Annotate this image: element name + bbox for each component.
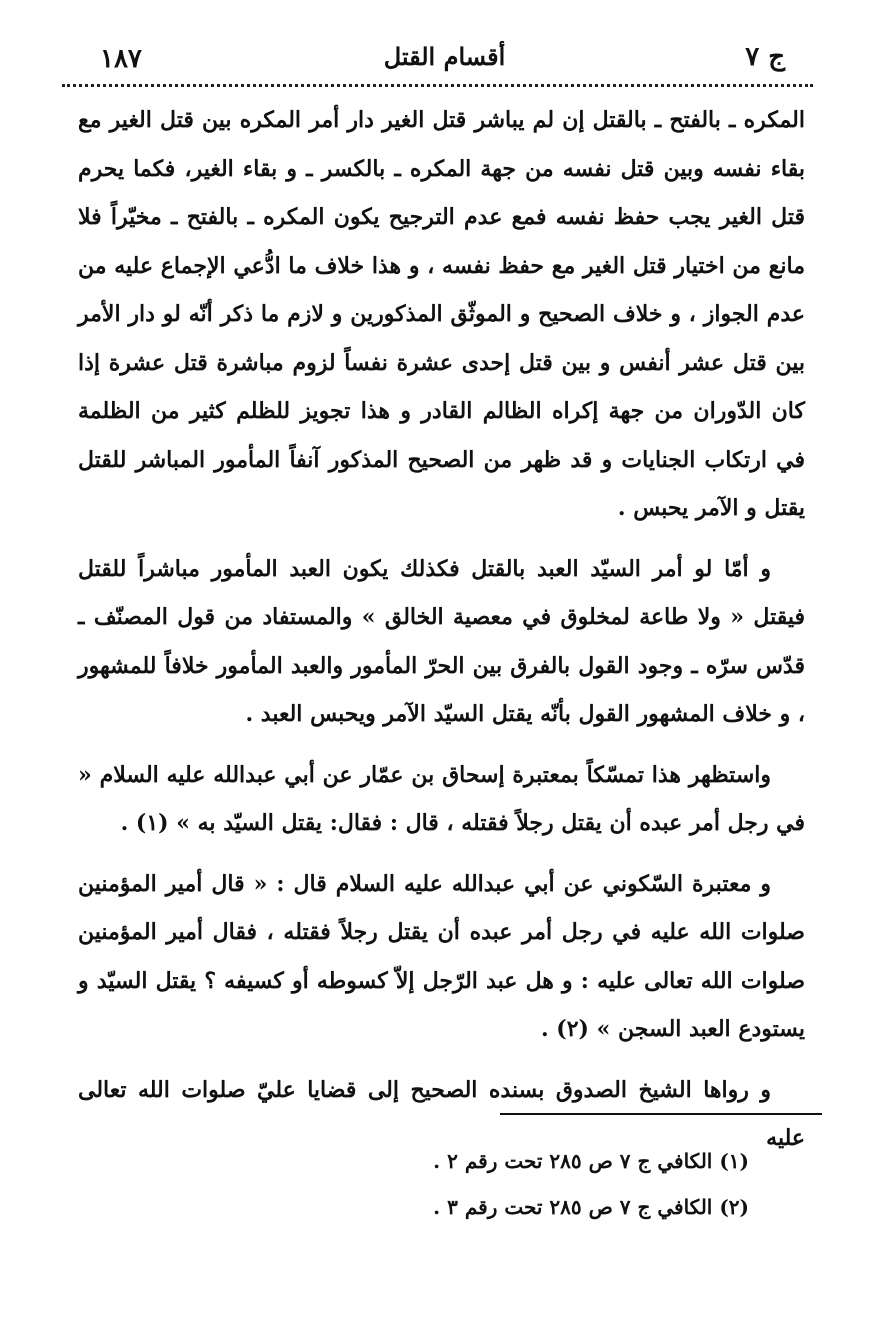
footnote-divider [500, 1113, 822, 1115]
paragraph-5: و رواها الشيخ الصدوق بسنده الصحيح إلى قضايا عليّ صلوات الله تعالى عليه [78, 1076, 805, 1151]
paragraph-4: و معتبرة السّكوني عن أبي عبدالله عليه السلام قال : « قال أمير المؤمنين صلوات الله عليه في رجل أمر عبده أن يقتل رجلاً فقتله ، فقال أمير المؤمنين صلوات الله تعالى عليه : و هل عبد الرّجل إلاّ كسوطه أو كسيفه ؟ يقتل السيّد و يستودع العبد السجن » (٢) . [78, 870, 805, 1042]
footnote-2: (٢) الكافي ج ٧ ص ٢٨٥ تحت رقم ٣ . [433, 1195, 749, 1219]
main-text [78, 96, 805, 1175]
footnote-1: (١) الكافي ج ٧ ص ٢٨٥ تحت رقم ٢ . [433, 1149, 749, 1173]
chapter-title: أقسام القتل [383, 42, 506, 71]
volume-label: ج ٧ [745, 42, 785, 72]
footnotes [200, 1138, 749, 1230]
paragraph-1: المكره ـ بالفتح ـ بالقتل إن لم يباشر قتل الغير دار أمر المكره بين قتل الغير مع بقاء نفسه وبين قتل نفسه من جهة المكره ـ بالكسر ـ و بقاء الغير، فكما يحرم قتل الغير يجب حفظ نفسه فمع عدم الترجيح يكون المكره ـ بالفتح ـ مخيّراً فلا مانع من اختيار قتل الغير مع حفظ نفسه ، و هذا خلاف ما ادُّعي الإجماع عليه من عدم الجواز ، و خلاف الصحيح و الموثّق المذكورين و لازم ما ذكر أنّه لو دار الأمر بين قتل عشر أنفس و بين قتل إحدى عشرة نفساً لزوم مباشرة قتل عشرة إذا كان الدّوران من جهة إكراه الظالم القادر و هذا تجويز للظلم كثير من الظلمة في ارتكاب الجنايات و قد ظهر من الصحيح المذكور آنفاً المأمور المباشر للقتل يقتل و الآمر يحبس . [78, 107, 805, 521]
header-divider [62, 84, 813, 87]
paragraph-3: واستظهر هذا تمسّكاً بمعتبرة إسحاق بن عمّار عن أبي عبدالله عليه السلام « في رجل أمر عبده أن يقتل رجلاً فقتله ، قال : فقال: يقتل السيّد به » (١) . [78, 761, 805, 836]
paragraph-2: و أمّا لو أمر السيّد العبد بالقتل فكذلك يكون العبد المأمور مباشراً للقتل فيقتل « ولا طاعة لمخلوق في معصية الخالق » والمستفاد من قول المصنّف ـ قدّس سرّه ـ وجود القول بالفرق بين الحرّ المأمور والعبد المأمور خلافاً للمشهور ، و خلاف المشهور القول بأنّه يقتل السيّد الآمر ويحبس العبد . [78, 555, 805, 727]
running-header [78, 38, 811, 78]
page-number: ١٨٧ [100, 44, 142, 74]
